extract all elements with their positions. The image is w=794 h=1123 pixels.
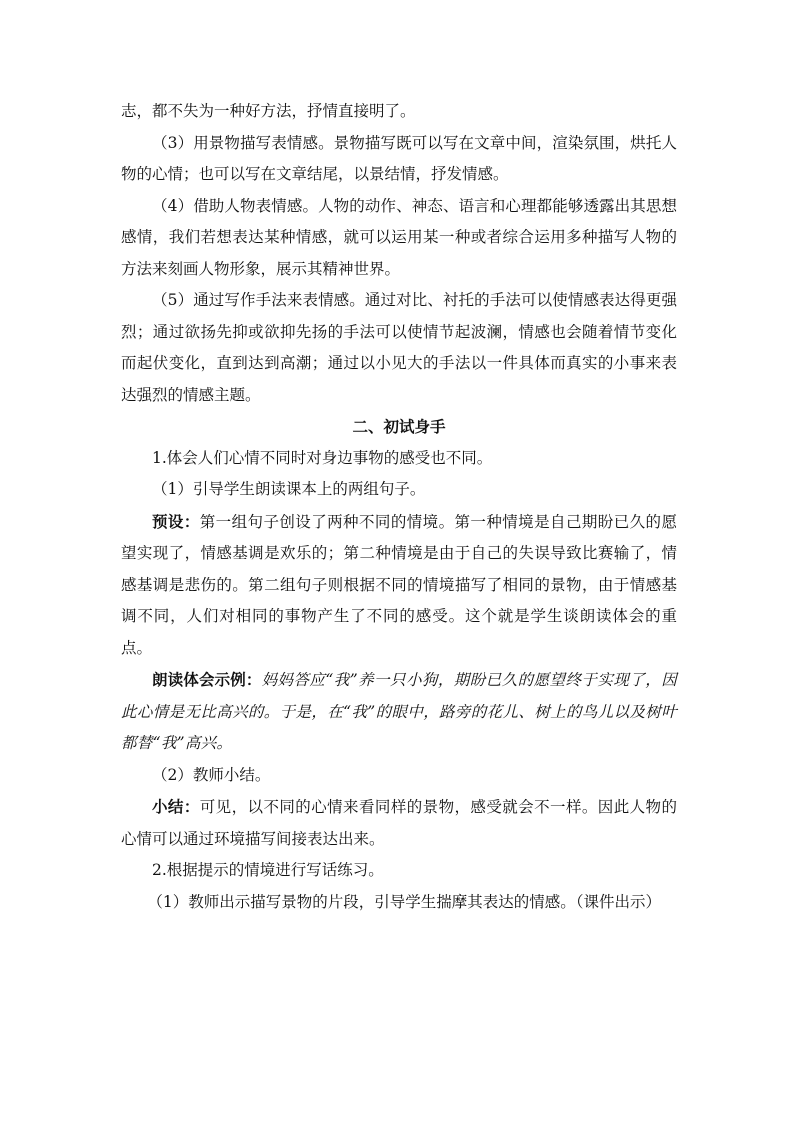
sub-item-3: （1）教师出示描写景物的片段，引导学生揣摩其表达的情感。（课件出示） <box>147 892 661 911</box>
preset-label: 预设： <box>152 511 200 531</box>
reading-example-text: 妈妈答应“我”养一只小狗，期盼已久的愿望终于实现了，因此心情是无比高兴的。于是，在“我”的眼中，路旁的花儿、树上的鸟儿以及树叶都替“我”高兴。 <box>121 671 677 752</box>
paragraph-summary <box>121 791 677 855</box>
paragraph-continuation: 志，都不失为一种好方法，抒情直接明了。 <box>121 102 416 120</box>
summary-label: 小结： <box>152 797 200 816</box>
item-1-title: 1.体会人们心情不同时对身边事物的感受也不同。 <box>152 448 493 467</box>
section-heading: 二、初试身手 <box>352 417 446 436</box>
paragraph-scenery-emotion: （3）用景物描写表情感。景物描写既可以写在文章中间，渲染氛围，烘托人物的心情；也可以写在文章结尾，以景结情，抒发情感。 <box>121 133 677 183</box>
paragraph-character-emotion: （4）借助人物表情感。人物的动作、神态、语言和心理都能够透露出其思想感情，我们若想表达某种情感，就可以运用某一种或者综合运用多种描写人物的方法来刻画人物形象，展示其精神世界。 <box>121 196 677 278</box>
sub-item-2: （2）教师小结。 <box>152 765 271 784</box>
item-2-title: 2.根据提示的情境进行写话练习。 <box>152 861 384 879</box>
document-page <box>121 96 677 918</box>
paragraph-preset <box>121 506 677 665</box>
reading-example-label: 朗读体会示例： <box>152 670 262 689</box>
preset-text: 第一组句子创设了两种不同的情境。第一种情境是自己期盼已久的愿望实现了，情感基调是欢乐的；第二种情境是由于自己的失误导致比赛输了，情感基调是悲伤的。第二组句子则根据不同的情境描写了相同的景物，由于情感基调不同，人们对相同的事物产生了不同的感受。这个就是学生谈朗读体会的重点。 <box>121 512 677 657</box>
summary-text: 可见，以不同的心情来看同样的景物，感受就会不一样。因此人物的心情可以通过环境描写间接表达出来。 <box>121 798 677 848</box>
sub-item-1: （1）引导学生朗读课本上的两组句子。 <box>152 480 426 498</box>
paragraph-reading-example <box>121 664 677 760</box>
paragraph-writing-technique: （5）通过写作手法来表情感。通过对比、衬托的手法可以使情感表达得更强烈；通过欲扬先抑或欲抑先扬的手法可以使情节起波澜，情感也会随着情节变化而起伏变化，直到达到高潮；通过以小见大的手法以一件具体而真实的小事来表达强烈的情感主题。 <box>121 291 677 404</box>
